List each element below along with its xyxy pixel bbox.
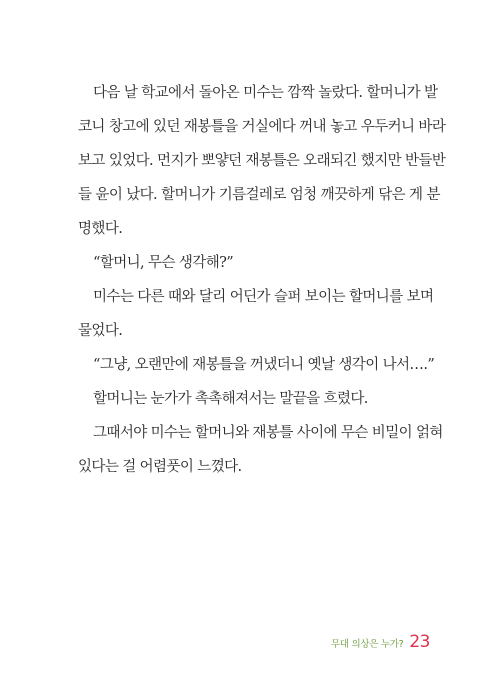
page-number: 23: [409, 632, 430, 652]
page-footer: [331, 632, 430, 656]
text-line: 보고 있었다. 먼지가 뽀얗던 재봉틀은 오래되긴 했지만 반들반: [78, 153, 446, 169]
text-line: 들 윤이 났다. 할머니가 기름걸레로 엄청 깨끗하게 닦은 게 분: [78, 187, 440, 203]
text-line: 물었다.: [78, 323, 123, 339]
body-text: [78, 85, 446, 493]
text-line: 할머니는 눈가가 촉촉해져서는 말끝을 흐렸다.: [93, 391, 368, 407]
text-line: 그때서야 미수는 할머니와 재봉틀 사이에 무슨 비밀이 얽혀: [93, 425, 443, 441]
text-line: 미수는 다른 때와 달리 어딘가 슬퍼 보이는 할머니를 보며: [93, 289, 434, 305]
text-line: 명했다.: [78, 221, 123, 237]
dialogue-line: “할머니, 무슨 생각해?”: [93, 255, 234, 271]
dialogue-line: “그냥, 오랜만에 재봉틀을 꺼냈더니 옛날 생각이 나서….”: [93, 357, 435, 373]
text-line: 코니 창고에 있던 재봉틀을 거실에다 꺼내 놓고 우두커니 바라: [78, 119, 446, 135]
text-line: 있다는 걸 어렴풋이 느꼈다.: [78, 459, 242, 475]
text-line: 다음 날 학교에서 돌아온 미수는 깜짝 놀랐다. 할머니가 발: [93, 85, 438, 101]
running-title: 무대 의상은 누가?: [331, 639, 404, 650]
